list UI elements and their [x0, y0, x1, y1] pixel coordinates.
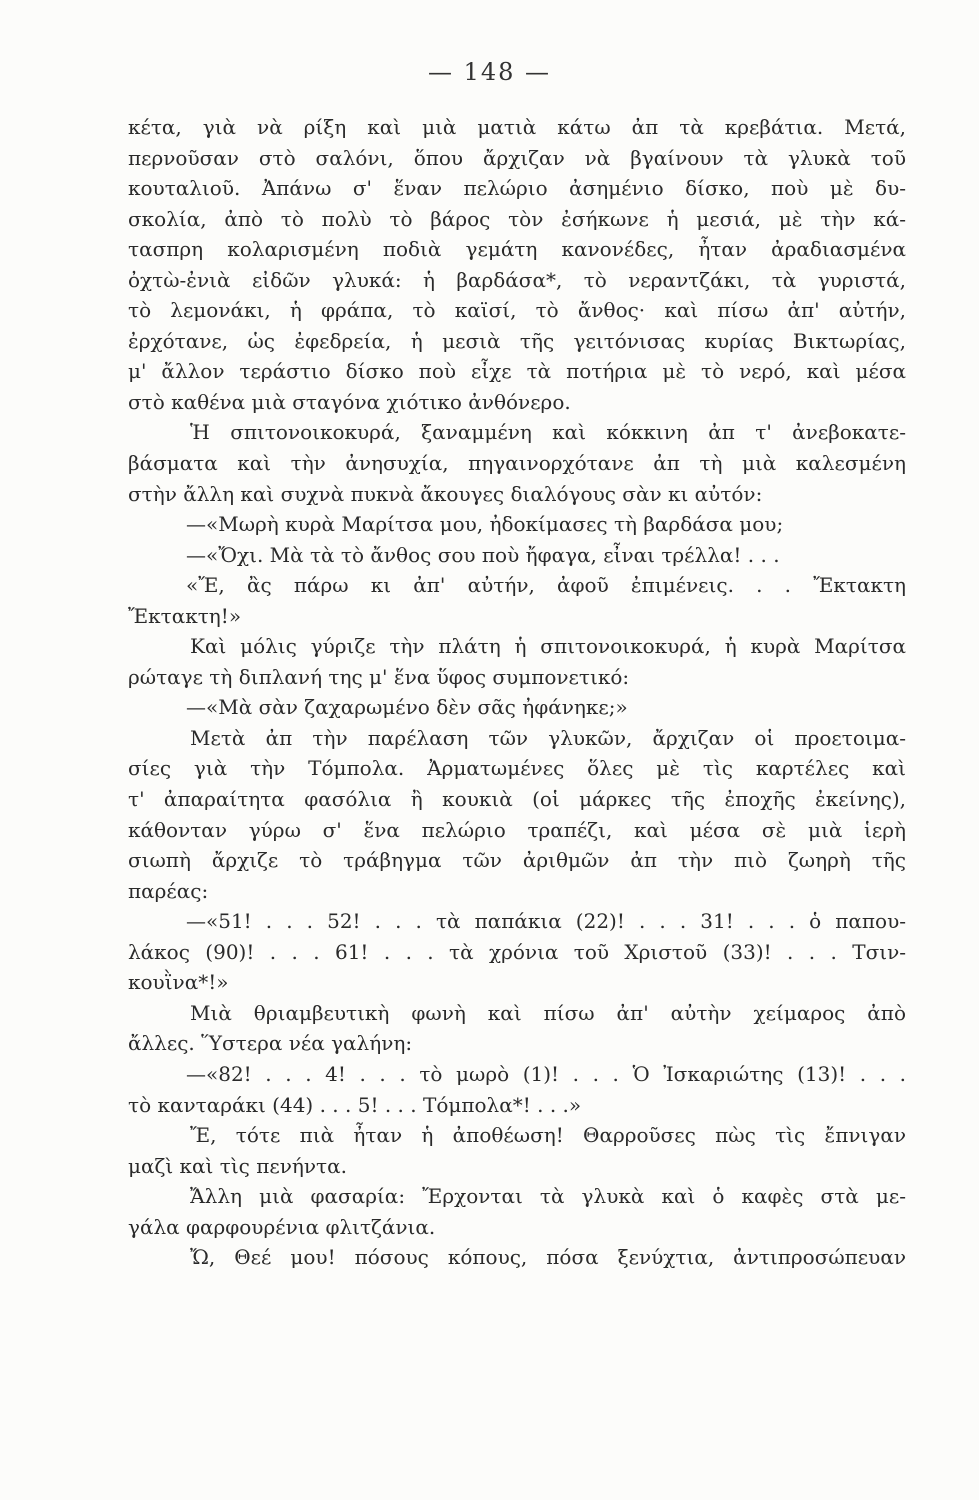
text-line: —«Μωρὴ κυρὰ Μαρίτσα μου, ἠδοκίμασες τὴ βαρδάσα μου; [186, 512, 784, 537]
text-line: βάσματα καὶ τὴν ἀνησυχία, πηγαινορχότανε ἀπ τὴ μιὰ καλεσμένη [128, 451, 906, 476]
text-line: ἐρχότανε, ὡς ἐφεδρεία, ἡ μεσιὰ τῆς γειτόνισας κυρίας Βικτωρίας, [128, 328, 906, 353]
text-line: ρώταγε τὴ διπλανή της μ' ἕνα ὕφος συμπονετικό: [128, 664, 630, 689]
text-line: Ἄλλη μιὰ φασαρία: Ἔρχονται τὰ γλυκὰ καὶ ὁ καφὲς στὰ με- [190, 1184, 906, 1209]
text-line: Μιὰ θριαμβευτικὴ φωνὴ καὶ πίσω ἀπ' αὐτὴν χείμαρος ἀπὸ [190, 1000, 906, 1025]
text-line: —«51! . . . 52! . . . τὰ παπάκια (22)! . . . 31! . . . ὁ παπου- [186, 909, 906, 934]
text-line: τ' ἀπαραίτητα φασόλια ἢ κουκιὰ (οἱ μάρκες τῆς ἐποχῆς ἐκείνης), [128, 787, 906, 812]
text-line: τὸ λεμονάκι, ἡ φράπα, τὸ καϊσί, τὸ ἄνθος· καὶ πίσω ἀπ' αὐτήν, [128, 298, 906, 323]
text-line: κάθονταν γύρω σ' ἕνα πελώριο τραπέζι, καὶ μέσα σὲ μιὰ ἱερὴ [128, 817, 906, 842]
text-line: σκολία, ἀπὸ τὸ πολὺ τὸ βάρος τὸν ἐσήκωνε ἡ μεσιά, μὲ τὴν κά- [128, 206, 906, 231]
page-number: — 148 — [427, 58, 552, 86]
text-line: λάκος (90)! . . . 61! . . . τὰ χρόνια τοῦ Χριστοῦ (33)! . . . Τσιν- [128, 939, 906, 964]
text-line: κέτα, γιὰ νὰ ρίξη καὶ μιὰ ματιὰ κάτω ἀπ τὰ κρεβάτια. Μετά, [128, 115, 906, 139]
text-line: στὴν ἄλλη καὶ συχνὰ πυκνὰ ἄκουγες διαλόγους σὰν κι αὐτόν: [128, 481, 763, 506]
text-line: —«Ὄχι. Μὰ τὰ τὸ ἄνθος σου ποὺ ἤφαγα, εἶναι τρέλλα! . . . [186, 542, 780, 567]
text-line: τὸ κανταράκι (44) . . . 5! . . . Τόμπολα*! . . .» [128, 1092, 582, 1117]
text-line: —«Μὰ σὰν ζαχαρωμένο δὲν σᾶς ἠφάνηκε;» [186, 695, 628, 720]
text-line: σιωπὴ ἄρχιζε τὸ τράβηγμα τῶν ἀριθμῶν ἀπ τὴν πιὸ ζωηρὴ τῆς [128, 848, 906, 873]
text-line: Ἔ, τότε πιὰ ἦταν ἡ ἀποθέωση! Θαρροῦσες πὼς τὶς ἔπνιγαν [190, 1123, 906, 1148]
text-line: Καὶ μόλις γύριζε τὴν πλάτη ἡ σπιτονοικοκυρά, ἡ κυρὰ Μαρίτσα [190, 634, 906, 659]
text-line: «Ἔ, ἂς πάρω κι ἀπ' αὐτήν, ἀφοῦ ἐπιμένεις. . . Ἔκτακτη [186, 573, 906, 598]
body-text [128, 112, 906, 1273]
text-line: περνοῦσαν στὸ σαλόνι, ὅπου ἄρχιζαν νὰ βγαίνουν τὰ γλυκὰ τοῦ [128, 145, 906, 170]
text-line: Ἡ σπιτονοικοκυρά, ξαναμμένη καὶ κόκκινη ἀπ τ' ἀνεβοκατε- [190, 420, 906, 445]
text-line: ἄλλες. Ὕστερα νέα γαλήνη: [128, 1031, 413, 1056]
text-line: —«82! . . . 4! . . . τὸ μωρὸ (1)! . . . Ὁ Ἰσκαριώτης (13)! . . . [186, 1061, 906, 1086]
text-line: παρέας: [128, 878, 209, 903]
text-line: Μετὰ ἀπ τὴν παρέλαση τῶν γλυκῶν, ἄρχιζαν οἱ προετοιμα- [190, 725, 906, 750]
text-line: κουταλιοῦ. Ἀπάνω σ' ἕναν πελώριο ἀσημένιο δίσκο, ποὺ μὲ δυ- [128, 176, 906, 201]
text-line: γάλα φαρφουρένια φλιτζάνια. [128, 1214, 436, 1239]
text-line: κουῒνα*!» [128, 970, 229, 995]
text-line: μ' ἄλλον τεράστιο δίσκο ποὺ εἶχε τὰ ποτήρια μὲ τὸ νερό, καὶ μέσα [128, 359, 906, 384]
text-line: Ἔκτακτη!» [128, 603, 242, 628]
text-line: μαζὶ καὶ τὶς πενήντα. [128, 1153, 347, 1178]
text-line: στὸ καθένα μιὰ σταγόνα χιότικο ἀνθόνερο. [128, 389, 571, 414]
text-line: ὀχτὼ-ἐνιὰ εἰδῶν γλυκά: ἡ βαρδάσα*, τὸ νεραντζάκι, τὰ γυριστά, [128, 267, 906, 292]
text-line: τασπρη κολαρισμένη ποδιὰ γεμάτη κανονέδες, ἦταν ἀραδιασμένα [128, 237, 906, 262]
text-line: Ὤ, Θεέ μου! πόσους κόπους, πόσα ξενύχτια, ἀντιπροσώπευαν [190, 1245, 906, 1270]
text-line: σίες γιὰ τὴν Τόμπολα. Ἀρματωμένες ὅλες μὲ τὶς καρτέλες καὶ [128, 756, 906, 781]
